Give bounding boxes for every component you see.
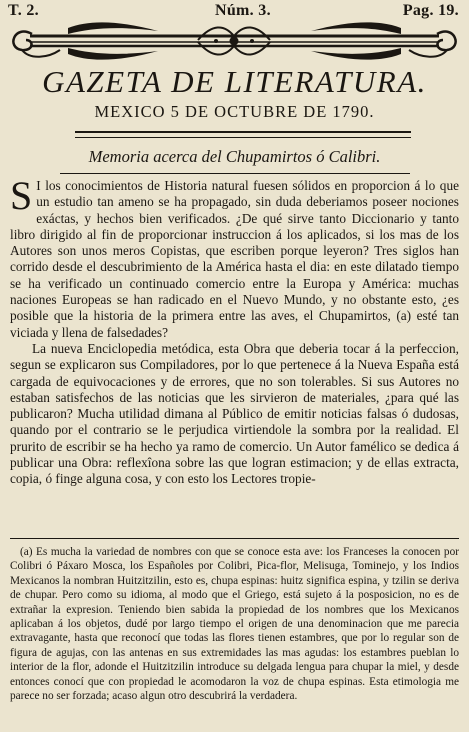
ornamental-border-icon [8, 20, 461, 64]
article-divider [60, 173, 410, 174]
newspaper-title: GAZETA DE LITERATURA. [42, 64, 427, 99]
paragraph-1 [10, 173, 459, 341]
footnote-text: (a) Es mucha la variedad de nombres con que se conoce esta ave: los Franceses la conocen por Colibri ó Páxaro Mosca, los Españoles por Colibri, Pica-flor, Melisuga, Tominejo, y los Indios Mexicanos la nombran Huitzitzilin, esto es, chupa espinas: huitz significa espina, y tzilin se deriva de chupar. Pero como su idioma, al modo que el Griego, está sujeto á la posposicion, no es de extrañar la expresion. Teniendo bien sabida la propiedad de los nombres que los Mexicanos aplicaban á los objetos, dudé por largo tiempo el origen de una denominacion que me parecia extravagante, hasta que reconocí que todas las flores tienen estambres, que por lo regular son de figura de agujas, con las antenas en sus extremidades las mas agudas: los estambres pueblan lo interior de la flor, adonde el Huitzitzilin introduce su delgada lengua para chupar la miel, y desde entonces conocí que con propiedad le acomodaron la voz de chupa espinas. Esta etimologia me parece no ser forzada; acaso algun otro descubrirá la verdadera. [10, 546, 459, 703]
paragraph-1-text: I los conocimientos de Historia natural fuesen sólidos en proporcion á lo que un estudio tan ameno se ha propagado, sin duda deberiamos poseer nociones exáctas, y hechos bien verificados. ¿De qué sirve tanto Diccionario y tanto libro dirigido al fin de proporcionar instruccion á los aplicados, si los mas de los Autores son unos meros Copistas, que escriben porque leyeron? Tres siglos han corrido desde el descubrimiento de la América hasta el dia: en este dilatado tiempo se ha verificado un continuado comercio entre la Europa y América: muchas naciones Europeas se han radicado en el Nuevo Mundo, y no obstante esto, ¿es posible que la historia de la primera entre las aves, el Chupamirtos, (a) esté tan viciada y llena de falsedades? [10, 178, 459, 340]
dateline: MEXICO 5 DE OCTUBRE DE 1790. [94, 102, 375, 121]
paragraph-2: La nueva Enciclopedia metódica, esta Obra que deberia tocar á la perfeccion, segun se explicaron sus Compiladores, por lo que pertenece á la Nueva España está cargada de equivocaciones y de errores, que no son tolerables. Si sus Autores no estaban satisfechos de las noticias que les sirvieron de materiales, ¿para qué las publicaron? Mucha utilidad dimana al Público de emitir noticias falsas ó dudosas, quando por el contrario se le perjudica virtiendole la sombra por la realidad. El prurito de escribir se ha hecho ya ramo de comercio. Un Autor famélico se dedica á publicar una Obra: reflexîona sobre las que logran estimacion; y de ellas extracta, copia, ó finge alguna cosa, y con esto los Lectores tropie- [10, 340, 459, 487]
issue-number: Núm. 3. [215, 2, 271, 19]
page-number: Pag. 19. [402, 2, 459, 19]
article-title: Memoria acerca del Chupamirtos ó Calibri. [88, 147, 381, 166]
running-header [6, 2, 459, 20]
footnote-divider [10, 538, 459, 539]
footnote [10, 545, 459, 703]
drop-cap: S [10, 173, 33, 218]
article-body [10, 173, 459, 488]
volume-label: T. 2. [8, 2, 39, 19]
title-divider [75, 131, 411, 138]
